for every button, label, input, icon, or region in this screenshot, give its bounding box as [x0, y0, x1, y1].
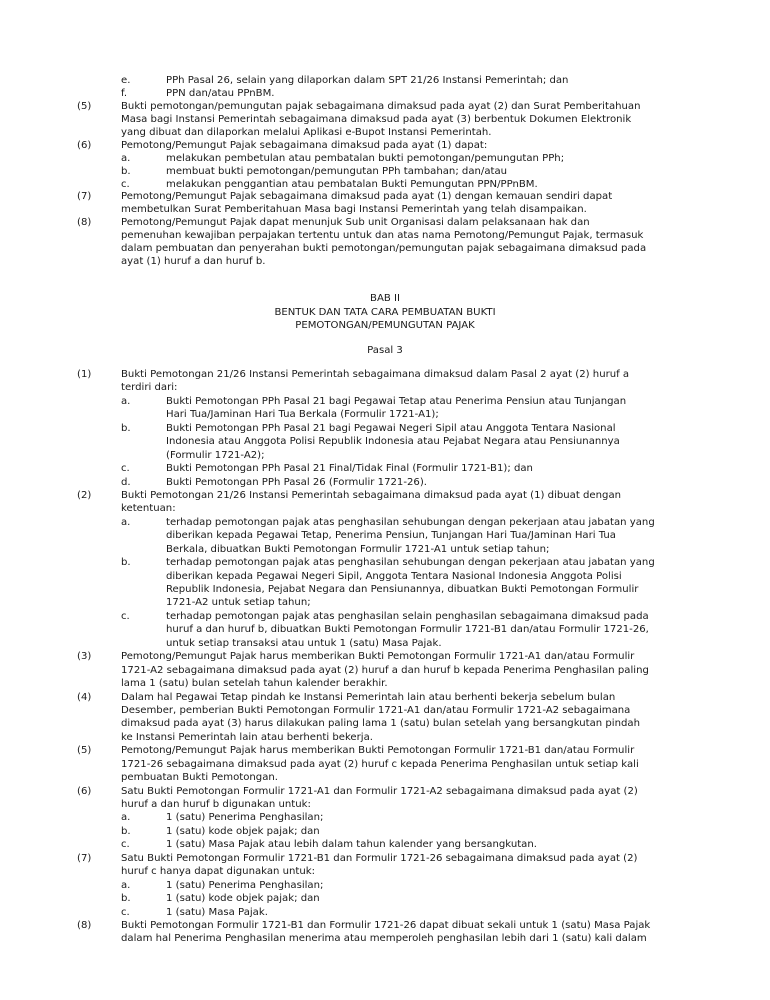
line-text: dimaksud pada ayat (3) harus dilakukan paling lama 1 (satu) bulan setelah yang bersangkutan pindah	[121, 718, 640, 730]
paragraph-number: (5)	[77, 745, 92, 757]
line-text: 1 (satu) Penerima Penghasilan;	[166, 812, 324, 824]
paragraph-line	[0, 785, 770, 798]
line-text: 1721-A2 sebagaimana dimaksud pada ayat (2) huruf a dan huruf b kepada Penerima Penghasilan paling	[121, 664, 649, 676]
paragraph-line	[0, 101, 770, 114]
line-text: melakukan pembetulan atau pembatalan bukti pemotongan/pemungutan PPh;	[166, 152, 565, 164]
list-item-line	[0, 556, 770, 569]
list-letter: a.	[121, 879, 131, 891]
line-text: 1721-26 sebagaimana dimaksud pada ayat (2) huruf c kepada Penerima Penghasilan untuk setiap kali	[121, 758, 639, 770]
line-text: Bukti Pemotongan PPh Pasal 26 (Formulir 1721-26).	[166, 476, 427, 488]
line-text: ayat (1) huruf a dan huruf b.	[121, 256, 266, 268]
list-item-line	[0, 75, 770, 88]
line-text: Hari Tua/Jaminan Hari Tua Berkala (Formulir 1721-A1);	[166, 409, 439, 421]
paragraph-line	[0, 230, 770, 243]
line-text: lama 1 (satu) bulan setelah tahun kalender berakhir.	[121, 678, 388, 690]
list-item-line	[0, 637, 770, 650]
paragraph-line	[0, 256, 770, 269]
paragraph-line	[0, 489, 770, 502]
list-letter: b.	[121, 557, 131, 569]
paragraph-line	[0, 932, 770, 945]
line-text: Bukti Pemotongan Formulir 1721-B1 dan Formulir 1721-26 dapat dibuat sekali untuk 1 (satu) Masa Pajak	[121, 919, 651, 931]
paragraph-number: (7)	[77, 852, 92, 864]
line-text: dalam pembuatan dan penyerahan bukti pemotongan/pemungutan pajak sebagaimana dimaksud pada	[121, 243, 647, 255]
line-text: Bukti Pemotongan PPh Pasal 21 Final/Tidak Final (Formulir 1721-B1); dan	[166, 463, 533, 475]
paragraph-line	[0, 865, 770, 878]
list-item-line	[0, 166, 770, 179]
list-item-line	[0, 610, 770, 623]
line-text: Pemotong/Pemungut Pajak harus memberikan Bukti Pemotongan Formulir 1721-A1 dan/atau Formulir	[121, 651, 635, 663]
list-item-line	[0, 825, 770, 838]
line-text: terhadap pemotongan pajak atas penghasilan sehubungan dengan pekerjaan atau jabatan yang	[166, 516, 655, 528]
paragraph-line	[0, 731, 770, 744]
line-text: huruf c hanya dapat digunakan untuk:	[121, 866, 316, 878]
list-item-line	[0, 395, 770, 408]
line-text: membetulkan Surat Pemberitahuan Masa bagi Instansi Pemerintah yang telah disampaikan.	[121, 204, 587, 216]
paragraph-line	[0, 502, 770, 515]
line-text: PPN dan/atau PPnBM.	[166, 87, 275, 99]
list-item-line	[0, 583, 770, 596]
line-text: Satu Bukti Pemotongan Formulir 1721-A1 dan Formulir 1721-A2 sebagaimana dimaksud pada ayat (2)	[121, 785, 638, 797]
list-letter: c.	[121, 463, 130, 475]
list-item-line	[0, 892, 770, 905]
paragraph-line	[0, 717, 770, 730]
chapter-title-line-1: BENTUK DAN TATA CARA PEMBUATAN BUKTI	[274, 306, 496, 318]
paragraph-line	[0, 127, 770, 140]
line-text: Bukti pemotongan/pemungutan pajak sebagaimana dimaksud pada ayat (2) dan Surat Pemberitahuan	[121, 100, 641, 112]
list-letter: c.	[121, 178, 130, 190]
line-text: huruf a dan huruf b digunakan untuk:	[121, 799, 311, 810]
list-letter: a.	[121, 152, 131, 164]
paragraph-line	[0, 677, 770, 690]
list-item-line	[0, 179, 770, 192]
list-letter: b.	[121, 422, 131, 434]
line-text: Pemotong/Pemungut Pajak dapat menunjuk Sub unit Organisasi dalam pelaksanaan hak dan	[121, 217, 590, 229]
list-letter: d.	[121, 476, 131, 488]
paragraph-line	[0, 114, 770, 127]
paragraph-line	[0, 368, 770, 381]
list-item-line	[0, 88, 770, 101]
line-text: huruf a dan huruf b, dibuatkan Bukti Pemotongan Formulir 1721-B1 dan/atau Formulir 1721-26,	[166, 624, 649, 636]
list-item-line	[0, 596, 770, 609]
list-letter: f.	[121, 87, 128, 99]
paragraph-number: (8)	[77, 217, 92, 229]
line-text: terhadap pemotongan pajak atas penghasilan selain penghasilan sebagaimana dimaksud pada	[166, 610, 649, 622]
paragraph-number: (6)	[77, 785, 92, 797]
list-item-line	[0, 462, 770, 475]
list-item-line	[0, 570, 770, 583]
paragraph-line	[0, 381, 770, 394]
paragraph-line	[0, 191, 770, 204]
line-text: Desember, pemberian Bukti Pemotongan Formulir 1721-A1 dan/atau Formulir 1721-A2 sebagaimana	[121, 704, 631, 716]
line-text: Bukti Pemotongan PPh Pasal 21 bagi Pegawai Negeri Sipil atau Anggota Tentara Nasional	[166, 422, 616, 434]
list-item-line	[0, 879, 770, 892]
line-text: untuk setiap transaksi atau untuk 1 (satu) Masa Pajak.	[166, 637, 442, 649]
line-text: Berkala, dibuatkan Bukti Pemotongan Formulir 1721-A1 untuk setiap tahun;	[166, 543, 550, 555]
paragraph-line	[0, 243, 770, 256]
line-text: Pemotong/Pemungut Pajak sebagaimana dimaksud pada ayat (1) dapat:	[121, 139, 488, 151]
paragraph-number: (1)	[77, 369, 92, 380]
list-item-line	[0, 422, 770, 435]
list-letter: a.	[121, 395, 131, 407]
article-heading: Pasal 3	[367, 345, 403, 356]
paragraph-line	[0, 704, 770, 717]
list-item-line	[0, 408, 770, 421]
line-text: membuat bukti pemotongan/pemungutan PPh tambahan; dan/atau	[166, 165, 508, 177]
paragraph-number: (2)	[77, 489, 92, 501]
line-text: 1721-A2 untuk setiap tahun;	[166, 597, 311, 609]
paragraph-number: (8)	[77, 919, 92, 931]
paragraph-line	[0, 758, 770, 771]
section-pasal-2-continued	[0, 75, 770, 269]
paragraph-number: (5)	[77, 100, 92, 112]
line-text: Pemotong/Pemungut Pajak harus memberikan Bukti Pemotongan Formulir 1721-B1 dan/atau Formulir	[121, 745, 635, 757]
list-item-line	[0, 476, 770, 489]
list-letter: a.	[121, 812, 131, 824]
list-letter: c.	[121, 906, 130, 918]
list-item-line	[0, 906, 770, 919]
paragraph-line	[0, 217, 770, 230]
line-text: diberikan kepada Pegawai Negeri Sipil, Anggota Tentara Nasional Indonesia Anggota Polisi	[166, 570, 622, 582]
line-text: Masa bagi Instansi Pemerintah sebagaimana dimaksud pada ayat (3) berbentuk Dokumen Elektronik	[121, 113, 632, 125]
line-text: Indonesia atau Anggota Polisi Republik Indonesia atau Pejabat Negara atau Pensiunannya	[166, 436, 620, 448]
line-text: (Formulir 1721-A2);	[166, 449, 265, 461]
line-text: ketentuan:	[121, 503, 176, 515]
list-letter: b.	[121, 165, 131, 177]
line-text: terhadap pemotongan pajak atas penghasilan sehubungan dengan pekerjaan atau jabatan yang	[166, 557, 655, 569]
line-text: pembuatan Bukti Pemotongan.	[121, 772, 278, 784]
paragraph-line	[0, 771, 770, 784]
list-letter: c.	[121, 839, 130, 851]
list-item-line	[0, 623, 770, 636]
list-letter: c.	[121, 610, 130, 622]
list-letter: a.	[121, 516, 131, 528]
list-item-line	[0, 435, 770, 448]
line-text: 1 (satu) Penerima Penghasilan;	[166, 879, 324, 891]
line-text: 1 (satu) kode objek pajak; dan	[166, 893, 320, 905]
list-item-line	[0, 449, 770, 462]
line-text: PPh Pasal 26, selain yang dilaporkan dalam SPT 21/26 Instansi Pemerintah; dan	[166, 75, 569, 86]
paragraph-line	[0, 744, 770, 757]
list-letter: e.	[121, 75, 131, 86]
line-text: Republik Indonesia, Pejabat Negara dan Pensiunannya, dibuatkan Bukti Pemotongan Formulir	[166, 584, 639, 595]
paragraph-line	[0, 204, 770, 217]
line-text: Dalam hal Pegawai Tetap pindah ke Instansi Pemerintah lain atau berhenti bekerja sebelum bulan	[121, 691, 616, 703]
paragraph-number: (4)	[77, 691, 92, 703]
paragraph-line	[0, 140, 770, 153]
line-text: melakukan penggantian atau pembatalan Bukti Pemungutan PPN/PPnBM.	[166, 178, 538, 190]
section-pasal-3	[0, 368, 770, 946]
paragraph-line	[0, 798, 770, 811]
line-text: Bukti Pemotongan 21/26 Instansi Pemerintah sebagaimana dimaksud dalam Pasal 2 ayat (2) huruf a	[121, 369, 630, 380]
list-item-line	[0, 529, 770, 542]
line-text: diberikan kepada Pegawai Tetap, Penerima Pensiun, Tunjangan Hari Tua/Jaminan Hari Tua	[166, 530, 616, 542]
list-item-line	[0, 516, 770, 529]
line-text: Pemotong/Pemungut Pajak sebagaimana dimaksud pada ayat (1) dengan kemauan sendiri dapat	[121, 191, 613, 203]
paragraph-line	[0, 664, 770, 677]
list-item-line	[0, 811, 770, 824]
list-item-line	[0, 838, 770, 851]
paragraph-line	[0, 691, 770, 704]
line-text: 1 (satu) Masa Pajak atau lebih dalam tahun kalender yang bersangkutan.	[166, 839, 537, 851]
line-text: Bukti Pemotongan 21/26 Instansi Pemerintah sebagaimana dimaksud pada ayat (1) dibuat dengan	[121, 489, 622, 501]
list-letter: b.	[121, 893, 131, 905]
line-text: 1 (satu) Masa Pajak.	[166, 906, 268, 918]
chapter-number: BAB II	[370, 293, 400, 304]
paragraph-number: (3)	[77, 651, 92, 663]
line-text: dalam hal Penerima Penghasilan menerima atau memperoleh penghasilan lebih dari 1 (satu) kali dalam	[121, 933, 647, 945]
paragraph-number: (6)	[77, 139, 92, 151]
line-text: Bukti Pemotongan PPh Pasal 21 bagi Pegawai Tetap atau Penerima Pensiun atau Tunjangan	[166, 395, 627, 407]
line-text: Satu Bukti Pemotongan Formulir 1721-B1 dan Formulir 1721-26 sebagaimana dimaksud pada ayat (2)	[121, 852, 638, 864]
list-item-line	[0, 543, 770, 556]
line-text: 1 (satu) kode objek pajak; dan	[166, 825, 320, 837]
line-text: ke Instansi Pemerintah lain atau berhenti bekerja.	[121, 731, 373, 743]
paragraph-line	[0, 852, 770, 865]
paragraph-line	[0, 650, 770, 663]
chapter-title-line-2: PEMOTONGAN/PEMUNGUTAN PAJAK	[295, 320, 475, 331]
line-text: terdiri dari:	[121, 382, 178, 394]
list-letter: b.	[121, 825, 131, 837]
line-text: pemenuhan kewajiban perpajakan tertentu untuk dan atas nama Pemotong/Pemungut Pajak, termasuk	[121, 230, 644, 242]
paragraph-line	[0, 919, 770, 932]
paragraph-number: (7)	[77, 191, 92, 203]
list-item-line	[0, 153, 770, 166]
line-text: yang dibuat dan dilaporkan melalui Aplikasi e-Bupot Instansi Pemerintah.	[121, 126, 492, 138]
